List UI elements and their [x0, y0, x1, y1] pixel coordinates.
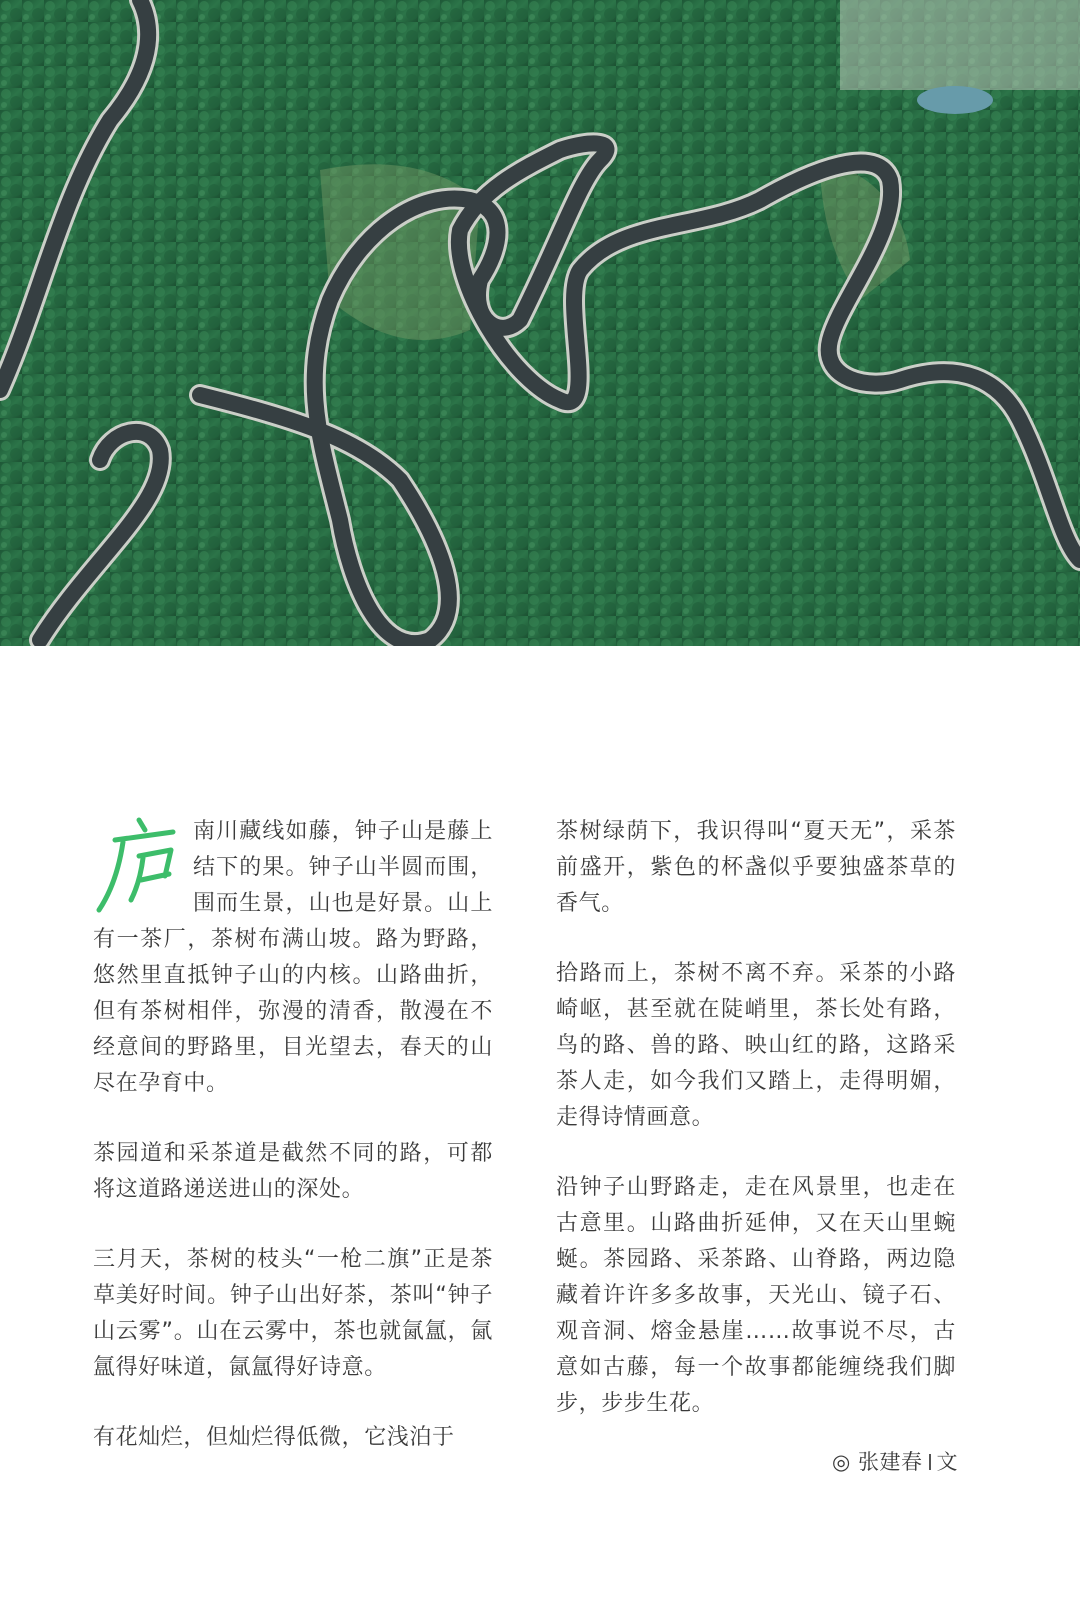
byline-mark: ◎ — [831, 1450, 851, 1474]
article-paragraph: 茶树绿荫下，我识得叫“夏天无”，采茶前盛开，紫色的杯盏似乎要独盛茶草的香气。 — [556, 819, 956, 916]
article-paragraph: 拾路而上，茶树不离不弃。采茶的小路崎岖，甚至就在陡峭里，茶长处有路，鸟的路、兽的路、映山红的路，这路采茶人走，如今我们又踏上，走得明媚，走得诗情画意。 — [556, 961, 956, 1130]
article-paragraph: 南川藏线如藤，钟子山是藤上结下的果。钟子山半圆而围，围而生景，山也是好景。山上有一茶厂，茶树布满山坡。路为野路，悠然里直抵钟子山的内核。山路曲折，但有茶树相伴，弥漫的清香，散漫在不经意间的野路里，目光望去，春天的山尽在孕育中。 — [93, 814, 493, 1102]
author-name: 张建春 — [858, 1450, 923, 1474]
article-left-column — [93, 814, 493, 1490]
article-paragraph: 三月天，茶树的枝头“一枪二旗”正是茶草美好时间。钟子山出好茶，茶叫“钟子山云雾”。山在云雾中，茶也就氤氲，氤氲得好味道，氤氲得好诗意。 — [93, 1247, 493, 1380]
article-paragraph: 沿钟子山野路走，走在风景里，也走在古意里。山路曲折延伸，又在天山里蜿蜒。茶园路、采茶路、山脊路，两边隐藏着许许多多故事，天光山、镜子石、观音洞、熔金悬崖……故事说不尽，古意如古藤，每一个故事都能缠绕我们脚步，步步生花。 — [556, 1175, 956, 1416]
aerial-winding-road-icon — [0, 0, 1080, 646]
article-right-column — [556, 814, 956, 1456]
drop-cap-lu — [89, 814, 189, 918]
aerial-forest-road-photo — [0, 0, 1080, 646]
article-paragraph: 有花灿烂，但灿烂得低微，它浅泊于 — [93, 1425, 455, 1450]
author-role: 文 — [936, 1450, 958, 1474]
calligraphy-lu-icon — [89, 814, 189, 918]
author-byline — [832, 1446, 958, 1476]
article-paragraph: 茶园道和采茶道是截然不同的路，可都将这道路递送进山的深处。 — [93, 1141, 493, 1202]
byline-separator — [929, 1454, 931, 1470]
